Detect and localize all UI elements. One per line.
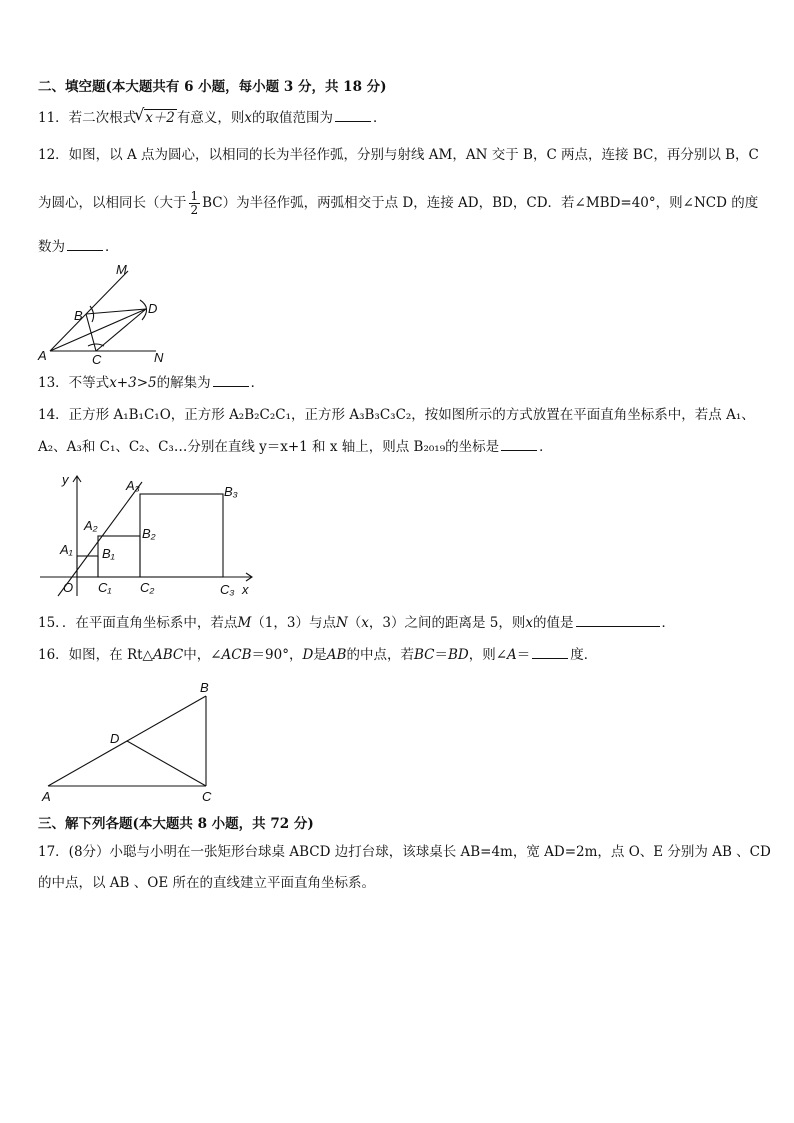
label-n: N [154, 350, 164, 365]
q14-figure [38, 470, 260, 598]
q16-mid2: ＝90°， [251, 647, 303, 663]
q14-answer-blank[interactable] [501, 437, 537, 451]
q15-var-x: x [361, 615, 369, 631]
q16-abc: ABC [152, 647, 184, 663]
segment-dc [127, 741, 206, 786]
q16-mid5: ＝ [434, 647, 448, 663]
q11-prefix: 11．若二次根式 [38, 110, 137, 126]
q11-middle: 有意义，则 [176, 110, 245, 126]
segment-cd [96, 309, 146, 351]
q12-line2-prefix: 为圆心，以相同长（大于 [38, 195, 187, 211]
section-2-heading: 二、填空题(本大题共有 6 小题，每小题 3 分，共 18 分) [38, 79, 387, 95]
q12-line3-prefix: 数为 [38, 239, 65, 255]
label-b3: B₃ [224, 484, 238, 499]
q13-end: ． [250, 375, 265, 391]
label-c1: C₁ [98, 580, 112, 595]
question-12-line-2 [38, 190, 758, 217]
q14-line2-end: ． [539, 439, 553, 455]
label-c: C [92, 352, 102, 367]
question-14-line-2 [38, 437, 553, 457]
question-12-line-3 [38, 237, 119, 257]
question-15 [38, 613, 675, 633]
label-b: B [200, 680, 209, 695]
q11-end: ． [373, 110, 387, 126]
question-13 [38, 373, 264, 393]
q16-prefix: 16．如图，在 Rt△ [38, 647, 153, 663]
label-c: C [202, 789, 212, 804]
q15-var-x2: x [525, 615, 533, 631]
q16-bc: BC [413, 647, 435, 663]
question-16 [38, 645, 597, 665]
q16-mid6: ，则∠ [468, 647, 508, 663]
q16-acb: ACB [221, 647, 252, 663]
label-o: O [63, 580, 74, 595]
question-17-line-2: 的中点，以 AB 、OE 所在的直线建立平面直角坐标系。 [38, 875, 375, 891]
line-y-eq-x-plus-1 [58, 482, 142, 596]
label-a2: A₂ [84, 518, 98, 533]
label-a1: A₁ [60, 542, 73, 557]
q16-mid1: 中，∠ [183, 647, 222, 663]
label-b1: B₁ [102, 546, 115, 561]
label-a: A [42, 789, 51, 804]
q15-answer-blank[interactable] [576, 613, 660, 627]
q13-suffix: 的解集为 [156, 375, 211, 391]
segment-ad [50, 309, 146, 351]
q12-line3-end: ． [105, 239, 119, 255]
question-17-line-1: 17．(8分）小聪与小明在一张矩形台球桌 ABCD 边打台球，该球桌长 AB=4m，宽 AD=2m，点 O、E 分别为 AB 、CD [38, 844, 771, 860]
q12-frac-num: 1 [190, 189, 199, 203]
question-14-line-1: 14．正方形 A₁B₁C₁O，正方形 A₂B₂C₂C₁，正方形 A₃B₃C₃C₂，按如图所示的方式放置在平面直角坐标系中，若点 A₁、 [38, 407, 755, 423]
label-x: x [242, 582, 249, 597]
q11-suffix: 的取值范围为 [252, 110, 334, 126]
q15-mid1: （1，3）与点 [251, 615, 336, 631]
q11-var: x [244, 110, 253, 126]
q16-d: D [302, 647, 314, 663]
q15-mid2: （ [347, 615, 362, 631]
label-b2: B₂ [142, 526, 156, 541]
q15-mid3: ，3）之间的距离是 5，则 [368, 615, 526, 631]
label-b: B [74, 308, 83, 323]
q15-end: ． [661, 615, 675, 631]
q14-line2-text: A₂、A₃和 C₁、C₂、C₃…分别在直线 y＝x+1 和 x 轴上，则点 B₂₀₁₉的坐标是 [38, 439, 500, 455]
q12-line2-suffix: BC）为半径作弧，两弧相交于点 D，连接 AD，BD，CD．若∠MBD=40°，则∠NCD 的度 [202, 195, 759, 211]
q15-point-m: M [237, 615, 252, 631]
q13-prefix: 13．不等式 [38, 375, 110, 391]
question-12-line-1: 12．如图，以 A 点为圆心，以相同的长为半径作弧，分别与射线 AM，AN 交于 B，C 两点，连接 BC，再分别以 B，C [38, 147, 759, 163]
q16-bd: BD [447, 647, 469, 663]
q15-prefix: 15．．在平面直角坐标系中，若点 [38, 615, 238, 631]
q16-mid7: ＝ [516, 647, 531, 663]
label-y: y [62, 472, 69, 487]
label-c2: C₂ [140, 580, 155, 595]
q16-mid3: 是 [313, 647, 327, 663]
q16-end: 度． [570, 647, 598, 663]
q15-suffix: 的值是 [533, 615, 574, 631]
section-3-heading: 三、解下列各题(本大题共 8 小题，共 72 分) [38, 816, 314, 832]
segment-bc [86, 314, 96, 351]
label-a: A [38, 348, 47, 363]
label-a3: A₃ [126, 478, 140, 493]
q12-frac-den: 2 [190, 203, 199, 217]
q12-fraction [189, 190, 201, 217]
q12-figure [36, 262, 176, 368]
q13-answer-blank[interactable] [213, 373, 249, 387]
q15-point-n: N [335, 615, 348, 631]
q16-ab: AB [326, 647, 347, 663]
q13-expression: x+3>5 [109, 375, 157, 391]
q16-mid4: 的中点，若 [346, 647, 414, 663]
label-d: D [110, 731, 120, 746]
label-d: D [148, 301, 158, 316]
q16-a: A [507, 647, 517, 663]
q16-figure [38, 678, 224, 806]
q12-answer-blank[interactable] [67, 237, 103, 251]
q16-answer-blank[interactable] [532, 645, 568, 659]
q11-answer-blank[interactable] [335, 108, 371, 122]
label-c3: C₃ [220, 582, 235, 597]
q11-radical: √ x＋2 [144, 109, 177, 126]
label-m: M [116, 262, 127, 277]
question-11 [38, 108, 387, 128]
